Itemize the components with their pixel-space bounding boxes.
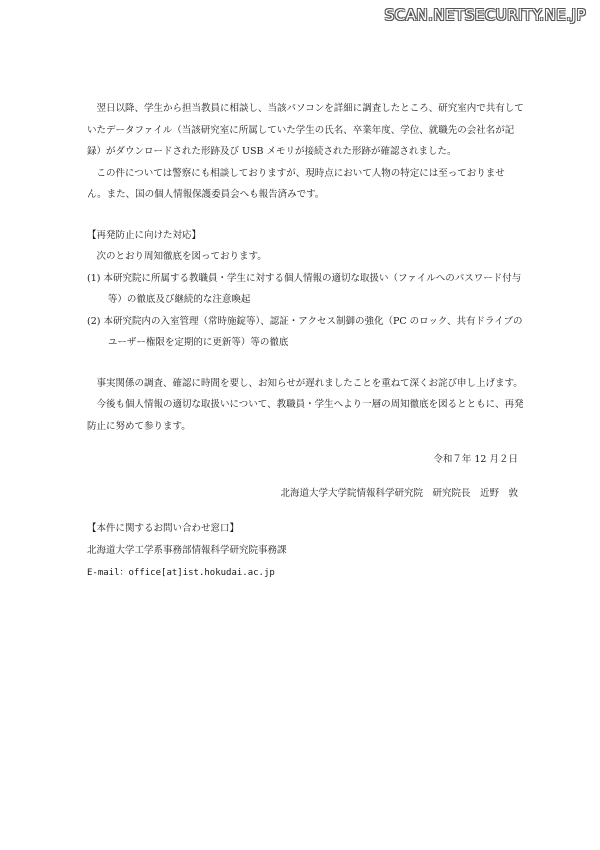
site-watermark: SCAN.NETSECURITY.NE.JP	[384, 6, 586, 24]
prevention-heading: 【再発防止に向けた対応】	[87, 229, 202, 241]
prevention-item-2: (2) 本研究院内の入室管理（常時施錠等）、認証・アクセス制御の強化（PC のロック、共有ドライブのユーザー権限を定期的に更新等）等の徹底	[87, 315, 523, 348]
spacer	[87, 471, 524, 483]
contact-block	[87, 518, 287, 584]
document-date: 令和７年 12 月２日	[433, 454, 518, 465]
paragraph-police: この件については警察にも相談しておりますが、現時点において人物の特定には至っておりません。また、国の個人情報保護委員会へも報告済みです。	[87, 167, 505, 200]
signature-line: 北海道大学大学院情報科学研究院 研究院長 近野 敦	[280, 487, 518, 499]
prevention-intro: 次のとおり周知徹底を図っております。	[96, 251, 267, 262]
spacer	[87, 437, 524, 449]
contact-office: 北海道大学工学系事務部情報科学研究院事務課	[87, 545, 287, 556]
paragraph-investigation: 翌日以降、学生から担当教員に相談し、当該パソコンを詳細に調査したところ、研究室内で共有していたデータファイル（当該研究室に所属していた学生の氏名、卒業年度、学位、就職先の会社名が記録）がダウンロードされた形跡及び USB メモリが接続された形跡が確認されました。	[87, 103, 524, 157]
document-body	[87, 98, 524, 504]
spacer	[87, 354, 524, 373]
spacer	[87, 206, 524, 225]
paragraph-commitment: 今後も個人情報の適切な取扱いについて、教職員・学生へより一層の周知徹底を図るとともに、再発防止に努めて参ります。	[87, 399, 524, 432]
prevention-item-1: (1) 本研究院に所属する教職員・学生に対する個人情報の適切な取扱い（ファイルへのパスワード付与等）の徹底及び継続的な注意喚起	[87, 272, 522, 305]
contact-email: E-mail：office[at]ist.hokudai.ac.jp	[87, 568, 275, 578]
contact-heading: 【本件に関するお問い合わせ窓口】	[87, 523, 240, 534]
paragraph-apology: 事実関係の調査、確認に時間を要し、お知らせが遅れましたことを重ねて深くお詫び申し上げます。	[96, 377, 523, 389]
